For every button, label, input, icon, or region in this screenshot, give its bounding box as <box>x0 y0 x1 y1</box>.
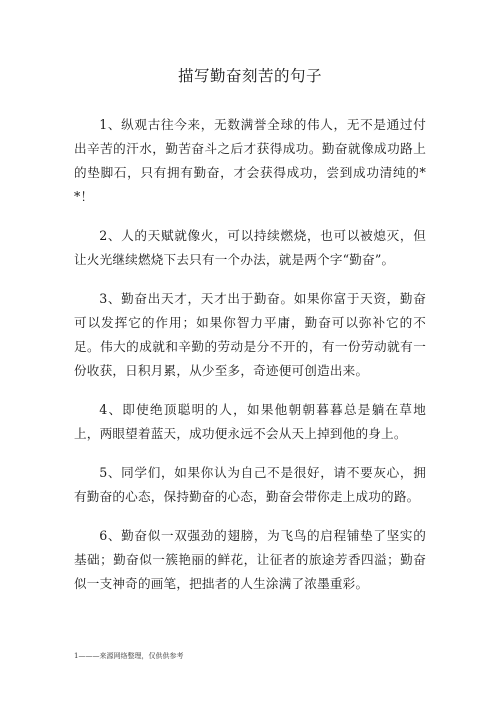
paragraph-2: 2、人的天赋就像火，可以持续燃烧，也可以被熄灭，但让火光继续燃烧下去只有一个办法，就是两个字“勤奋”。 <box>74 228 426 267</box>
paragraph-1: 1、纵观古往今来，无数满誉全球的伟人，无不是通过付出辛苦的汗水，勤苦奋斗之后才获得成功。勤奋就像成功路上的垫脚石，只有拥有勤奋，才会获得成功，尝到成功清纯的**！ <box>74 117 426 204</box>
paragraph-6: 6、勤奋似一双强劲的翅膀，为飞鸟的启程铺垫了坚实的基础；勤奋似一簇艳丽的鲜花，让征者的旅途芳香四溢；勤奋似一支神奇的画笔，把拙者的人生涂满了浓墨重彩。 <box>74 528 426 591</box>
document-title: 描写勤奋刻苦的句子 <box>177 67 322 85</box>
paragraph-3: 3、勤奋出天才，天才出于勤奋。如果你富于天资，勤奋可以发挥它的作用；如果你智力平庸，勤奋可以弥补它的不足。伟大的成就和辛勤的劳动是分不开的，有一份劳动就有一份收获，日积月累，从少至多，奇迹便可创造出来。 <box>74 291 426 378</box>
paragraph-4: 4、即使绝顶聪明的人，如果他朝朝暮暮总是躺在草地上，两眼望着蓝天，成功便永远不会从天上掉到他的身上。 <box>74 402 426 441</box>
page-footer: 1———来源网络整理，仅供供参考 <box>74 652 184 660</box>
paragraph-5: 5、同学们，如果你认为自己不是很好，请不要灰心，拥有勤奋的心态，保持勤奋的心态，勤奋会带你走上成功的路。 <box>74 465 426 504</box>
